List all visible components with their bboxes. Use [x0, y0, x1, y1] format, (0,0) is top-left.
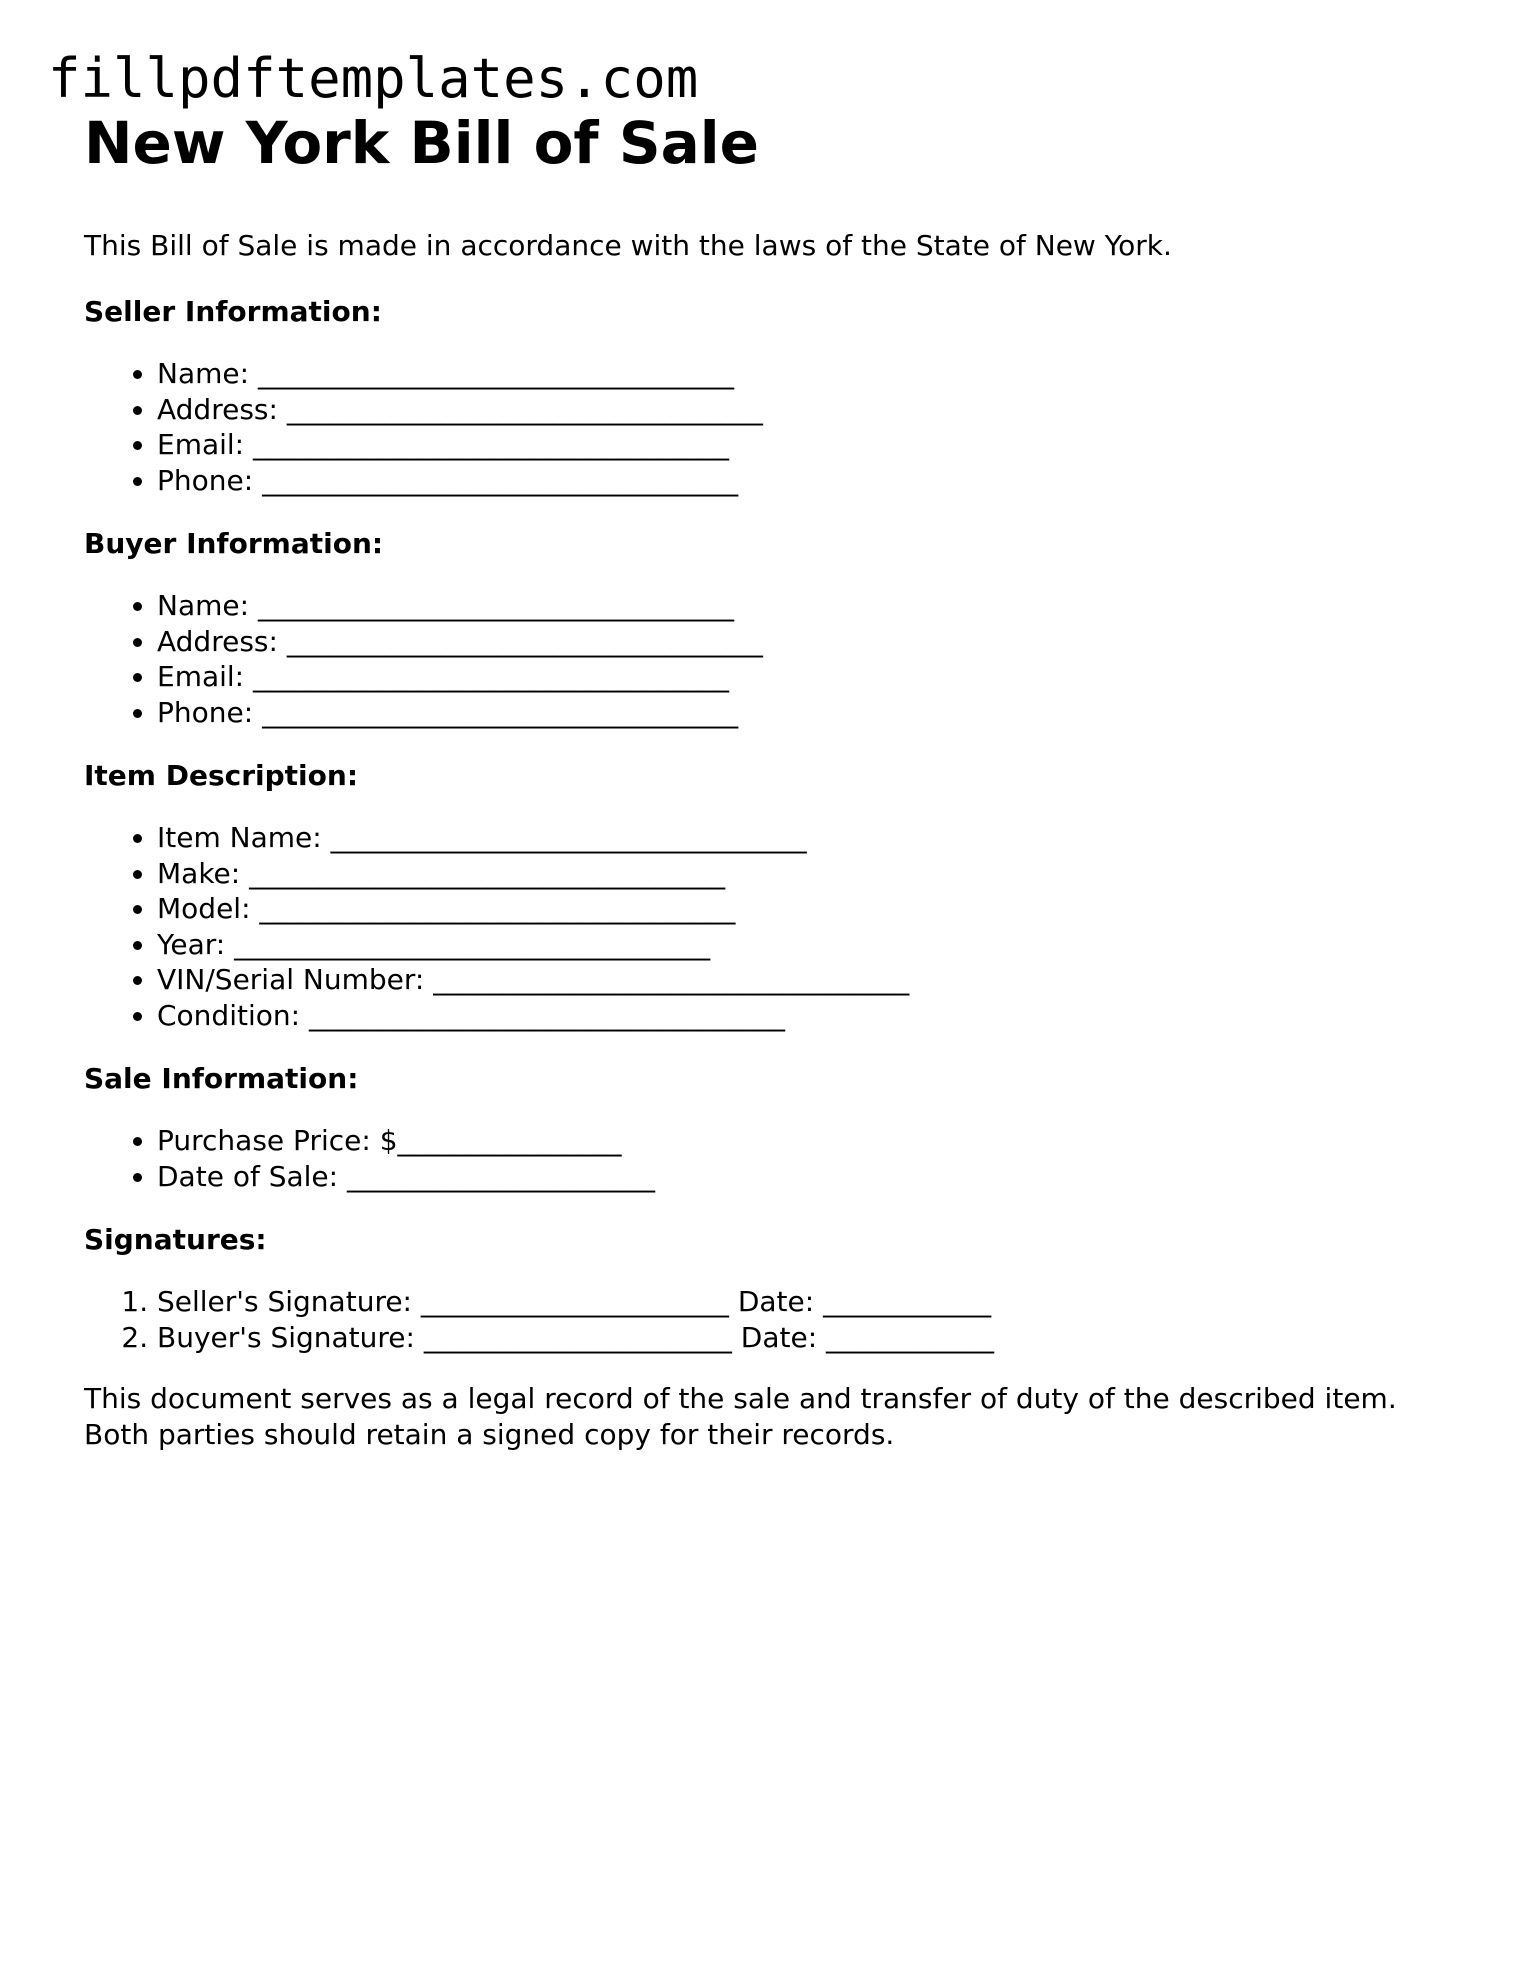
field-label: Address: — [157, 392, 278, 426]
seller-address-blank[interactable]: __________________________________ — [286, 392, 763, 426]
item-vin-item — [157, 962, 1464, 998]
seller-phone-item — [157, 463, 1464, 499]
buyer-fields-list — [84, 588, 1464, 730]
seller-section-heading: Seller Information: — [84, 295, 382, 328]
seller-email-blank[interactable]: __________________________________ — [253, 428, 730, 461]
seller-signature-item — [157, 1284, 1464, 1320]
field-label: Date of Sale: — [157, 1159, 339, 1193]
field-label: Item Name: — [157, 821, 322, 854]
item-make-blank[interactable]: __________________________________ — [249, 856, 726, 890]
purchase-price-blank[interactable]: ________________ — [397, 1124, 622, 1157]
field-label: Model: — [157, 892, 251, 925]
item-condition-item — [157, 998, 1464, 1034]
item-section-heading: Item Description: — [84, 759, 359, 792]
seller-name-item — [157, 356, 1464, 392]
seller-email-item — [157, 427, 1464, 463]
buyer-address-item — [157, 624, 1464, 660]
buyer-signature-item — [157, 1320, 1464, 1356]
intro-paragraph: This Bill of Sale is made in accordance with the laws of the State of New York. — [84, 229, 1172, 262]
buyer-name-item — [157, 588, 1464, 624]
field-label: Make: — [157, 856, 241, 890]
sale-fields-list — [84, 1123, 1464, 1194]
document — [84, 100, 1464, 1453]
date-of-sale-item — [157, 1159, 1464, 1195]
purchase-price-item — [157, 1123, 1464, 1159]
seller-name-blank[interactable]: __________________________________ — [257, 357, 734, 390]
document-title: New York Bill of Sale — [84, 109, 759, 177]
item-year-blank[interactable]: __________________________________ — [234, 927, 711, 961]
date-of-sale-blank[interactable]: ______________________ — [347, 1159, 655, 1193]
field-label: Buyer's Signature: — [157, 1320, 415, 1354]
item-vin-blank[interactable]: __________________________________ — [433, 963, 910, 996]
field-label: Date: — [740, 1320, 818, 1354]
field-label: Phone: — [157, 695, 254, 729]
field-label: Email: — [157, 428, 245, 461]
item-name-item — [157, 820, 1464, 856]
field-label: Phone: — [157, 463, 254, 497]
buyer-address-blank[interactable]: __________________________________ — [286, 624, 763, 658]
item-name-blank[interactable]: __________________________________ — [330, 821, 807, 854]
item-fields-list — [84, 820, 1464, 1033]
seller-fields-list — [84, 356, 1464, 498]
seller-signature-blank[interactable]: ______________________ — [420, 1285, 729, 1318]
item-year-item — [157, 927, 1464, 963]
buyer-signature-date-blank[interactable]: ____________ — [826, 1320, 995, 1354]
field-label: Year: — [157, 927, 226, 961]
field-label: Name: — [157, 589, 250, 622]
buyer-signature-blank[interactable]: ______________________ — [423, 1320, 732, 1354]
field-label: Condition: — [157, 998, 301, 1032]
item-condition-blank[interactable]: __________________________________ — [308, 998, 785, 1032]
sale-section-heading: Sale Information: — [84, 1062, 359, 1095]
buyer-phone-blank[interactable]: __________________________________ — [262, 695, 739, 729]
closing-paragraph: This document serves as a legal record of the sale and transfer of duty of the described item. Both parties should retain a signed copy for their records. — [84, 1382, 1397, 1451]
seller-phone-blank[interactable]: __________________________________ — [262, 463, 739, 497]
item-model-blank[interactable]: __________________________________ — [259, 892, 736, 925]
buyer-name-blank[interactable]: __________________________________ — [257, 589, 734, 622]
field-label: Address: — [157, 624, 278, 658]
field-label: Seller's Signature: — [157, 1285, 412, 1318]
seller-signature-date-blank[interactable]: ____________ — [823, 1285, 992, 1318]
buyer-email-item — [157, 659, 1464, 695]
field-label: Date: — [737, 1285, 815, 1318]
buyer-email-blank[interactable]: __________________________________ — [253, 660, 730, 693]
signatures-list — [84, 1284, 1464, 1355]
field-label: Purchase Price: $ — [157, 1124, 398, 1157]
item-model-item — [157, 891, 1464, 927]
field-label: VIN/Serial Number: — [157, 963, 425, 996]
field-label: Name: — [157, 357, 250, 390]
signatures-section-heading: Signatures: — [84, 1223, 267, 1256]
seller-address-item — [157, 392, 1464, 428]
item-make-item — [157, 856, 1464, 892]
buyer-section-heading: Buyer Information: — [84, 527, 384, 560]
buyer-phone-item — [157, 695, 1464, 731]
field-label: Email: — [157, 660, 245, 693]
watermark-text: fillpdftemplates.com — [48, 47, 699, 110]
